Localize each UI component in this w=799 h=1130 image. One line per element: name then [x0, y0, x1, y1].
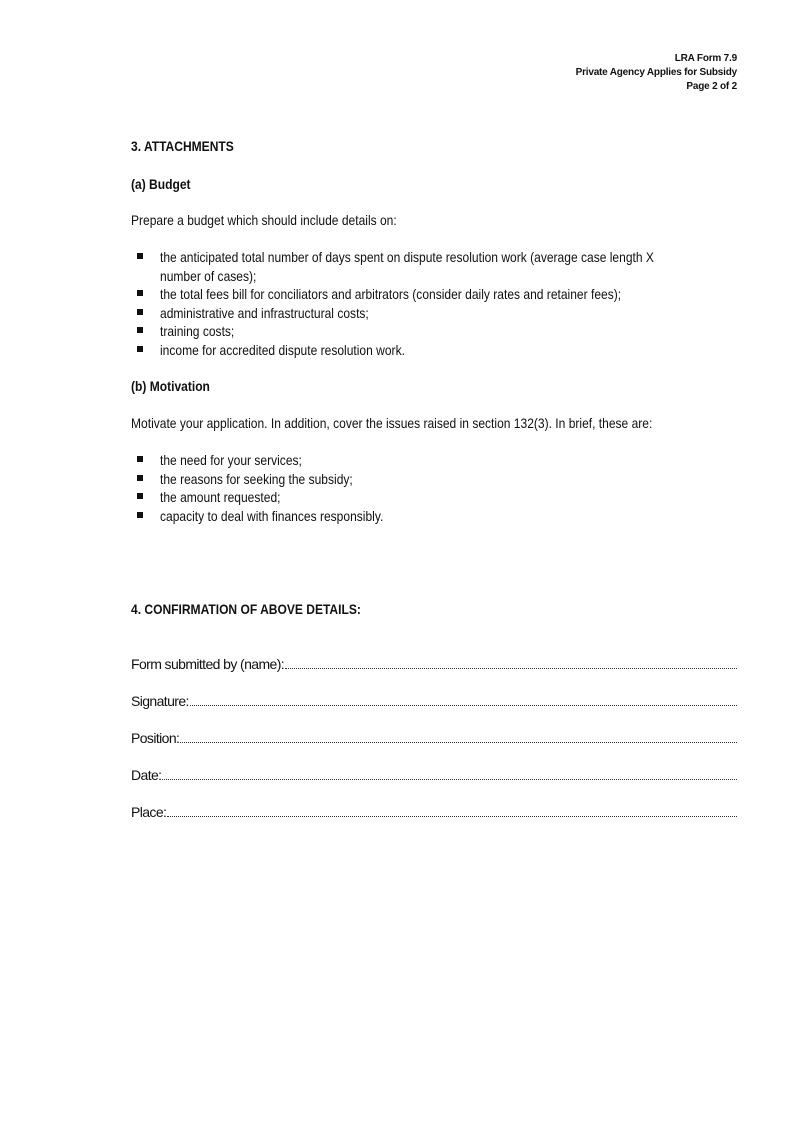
bullet-icon: [137, 290, 143, 296]
motivation-heading: (b) Motivation: [131, 378, 210, 394]
signature-field[interactable]: Signature:: [131, 692, 737, 710]
budget-intro: Prepare a budget which should include details on:: [131, 212, 397, 228]
bullet-icon: [137, 456, 143, 462]
fill-line[interactable]: [167, 804, 737, 817]
bullet-icon: [137, 475, 143, 481]
motivation-list: [131, 451, 741, 525]
bullet-icon: [137, 309, 143, 315]
confirmation-fields: [131, 655, 741, 821]
list-item: income for accredited dispute resolution work.: [131, 341, 741, 360]
fill-line[interactable]: [285, 656, 737, 669]
motivation-intro: Motivate your application. In addition, cover the issues raised in section 132(3). In brief, these are:: [131, 415, 653, 431]
bullet-icon: [137, 346, 143, 352]
bullet-icon: [137, 327, 143, 333]
bullet-icon: [137, 512, 143, 518]
section-3-heading: 3. ATTACHMENTS: [131, 138, 234, 154]
list-item: the need for your services;: [131, 451, 741, 470]
list-item: capacity to deal with finances responsibly.: [131, 507, 741, 526]
bullet-icon: [137, 493, 143, 499]
list-item: the amount requested;: [131, 488, 741, 507]
section-4-heading: 4. CONFIRMATION OF ABOVE DETAILS:: [131, 601, 361, 617]
list-item: administrative and infrastructural costs;: [131, 304, 741, 323]
list-item: the total fees bill for conciliators and arbitrators (consider daily rates and retainer fees);: [131, 285, 741, 304]
form-title: Private Agency Applies for Subsidy: [575, 67, 737, 78]
page-header: [576, 52, 737, 94]
list-item: training costs;: [131, 322, 741, 341]
bullet-icon: [137, 253, 143, 259]
fill-line[interactable]: [180, 730, 737, 743]
submitted-by-field[interactable]: Form submitted by (name):: [131, 655, 737, 673]
fill-line[interactable]: [162, 767, 737, 780]
position-field[interactable]: Position:: [131, 729, 737, 747]
fill-line[interactable]: [190, 693, 737, 706]
budget-list: [131, 248, 741, 359]
budget-heading: (a) Budget: [131, 176, 191, 192]
place-field[interactable]: Place:: [131, 803, 737, 821]
document-body: [131, 137, 741, 821]
page-number: Page 2 of 2: [686, 81, 737, 92]
date-field[interactable]: Date:: [131, 766, 737, 784]
list-item: the anticipated total number of days spent on dispute resolution work (average case length X number of cases);: [131, 248, 741, 285]
list-item: the reasons for seeking the subsidy;: [131, 470, 741, 489]
form-number: LRA Form 7.9: [674, 53, 737, 64]
